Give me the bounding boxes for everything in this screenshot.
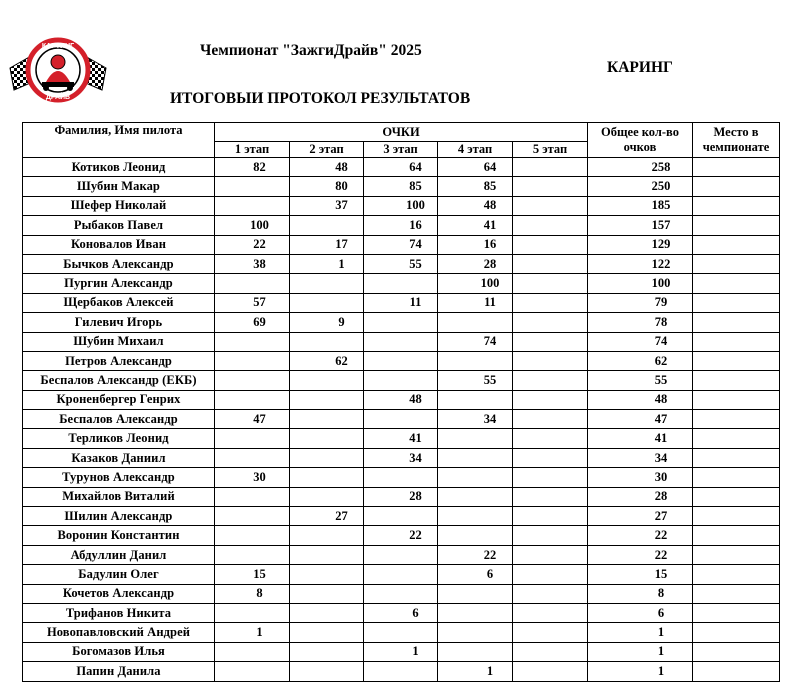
stage-1-points-cell: 15 [215, 565, 290, 584]
total-points-cell: 1 [588, 662, 693, 681]
header-stage-3: 3 этап [364, 142, 438, 158]
pilot-name-cell: Бадулин Олег [23, 565, 215, 584]
total-points-cell: 34 [588, 448, 693, 467]
place-cell [693, 293, 780, 312]
stage-3-points-cell [364, 351, 438, 370]
stage-4-points-cell [438, 642, 513, 661]
table-row [23, 254, 780, 273]
stage-3-points-cell: 85 [364, 177, 438, 196]
place-cell [693, 254, 780, 273]
table-row [23, 351, 780, 370]
table-row [23, 216, 780, 235]
category-label: КАРИНГ [607, 59, 673, 76]
stage-3-points-cell: 6 [364, 603, 438, 622]
stage-5-points-cell [513, 216, 588, 235]
place-cell [693, 662, 780, 681]
header-stage-5: 5 этап [513, 142, 588, 158]
stage-5-points-cell [513, 177, 588, 196]
stage-4-points-cell: 22 [438, 545, 513, 564]
table-row [23, 332, 780, 351]
stage-3-points-cell [364, 313, 438, 332]
stage-4-points-cell [438, 351, 513, 370]
total-points-cell: 22 [588, 526, 693, 545]
stage-5-points-cell [513, 235, 588, 254]
stage-3-points-cell: 16 [364, 216, 438, 235]
place-cell [693, 177, 780, 196]
stage-3-points-cell [364, 565, 438, 584]
place-cell [693, 332, 780, 351]
total-points-cell: 1 [588, 642, 693, 661]
stage-5-points-cell [513, 196, 588, 215]
stage-3-points-cell: 41 [364, 429, 438, 448]
total-points-cell: 62 [588, 351, 693, 370]
table-row [23, 545, 780, 564]
stage-4-points-cell [438, 584, 513, 603]
stage-1-points-cell [215, 332, 290, 351]
table-row [23, 468, 780, 487]
stage-3-points-cell: 55 [364, 254, 438, 273]
place-cell [693, 158, 780, 177]
stage-3-points-cell [364, 332, 438, 351]
stage-4-points-cell: 11 [438, 293, 513, 312]
stage-1-points-cell [215, 390, 290, 409]
table-row [23, 293, 780, 312]
stage-3-points-cell: 28 [364, 487, 438, 506]
place-cell [693, 351, 780, 370]
stage-4-points-cell [438, 429, 513, 448]
stage-4-points-cell: 100 [438, 274, 513, 293]
table-row [23, 487, 780, 506]
stage-4-points-cell: 41 [438, 216, 513, 235]
stage-1-points-cell [215, 196, 290, 215]
place-cell [693, 565, 780, 584]
stage-5-points-cell [513, 603, 588, 622]
stage-2-points-cell [290, 448, 364, 467]
total-points-cell: 30 [588, 468, 693, 487]
logo-text-bottom: ДРАЙВ [45, 94, 71, 101]
stage-4-points-cell [438, 526, 513, 545]
stage-4-points-cell: 16 [438, 235, 513, 254]
stage-2-points-cell [290, 371, 364, 390]
stage-5-points-cell [513, 274, 588, 293]
stage-2-points-cell [290, 642, 364, 661]
stage-1-points-cell [215, 448, 290, 467]
stage-5-points-cell [513, 507, 588, 526]
stage-3-points-cell [364, 468, 438, 487]
stage-5-points-cell [513, 371, 588, 390]
stage-5-points-cell [513, 584, 588, 603]
header-stage-4: 4 этап [438, 142, 513, 158]
total-points-cell: 258 [588, 158, 693, 177]
place-cell [693, 526, 780, 545]
stage-1-points-cell [215, 177, 290, 196]
table-row [23, 642, 780, 661]
total-points-cell: 78 [588, 313, 693, 332]
total-points-cell: 250 [588, 177, 693, 196]
results-table [22, 122, 780, 682]
header-place-line1: Место в [713, 125, 759, 139]
stage-2-points-cell [290, 487, 364, 506]
pilot-name-cell: Беспалов Александр (ЕКБ) [23, 371, 215, 390]
stage-5-points-cell [513, 254, 588, 273]
table-row [23, 603, 780, 622]
table-row [23, 235, 780, 254]
stage-1-points-cell [215, 274, 290, 293]
place-cell [693, 584, 780, 603]
place-cell [693, 371, 780, 390]
total-points-cell: 122 [588, 254, 693, 273]
stage-4-points-cell: 74 [438, 332, 513, 351]
pilot-name-cell: Новопавловский Андрей [23, 623, 215, 642]
stage-5-points-cell [513, 526, 588, 545]
header-place-line2: чемпионате [702, 140, 770, 154]
place-cell [693, 390, 780, 409]
table-row [23, 507, 780, 526]
place-cell [693, 603, 780, 622]
header-stage-1: 1 этап [215, 142, 290, 158]
stage-1-points-cell: 100 [215, 216, 290, 235]
table-row [23, 390, 780, 409]
pilot-name-cell: Шефер Николай [23, 196, 215, 215]
stage-5-points-cell [513, 487, 588, 506]
stage-1-points-cell: 57 [215, 293, 290, 312]
stage-5-points-cell [513, 623, 588, 642]
place-cell [693, 274, 780, 293]
stage-2-points-cell [290, 623, 364, 642]
pilot-name-cell: Папин Данила [23, 662, 215, 681]
place-cell [693, 468, 780, 487]
logo-text-top: КАРТИНГ [41, 43, 75, 50]
stage-2-points-cell [290, 662, 364, 681]
total-points-cell: 28 [588, 487, 693, 506]
total-points-cell: 1 [588, 623, 693, 642]
stage-3-points-cell [364, 410, 438, 429]
place-cell [693, 410, 780, 429]
stage-2-points-cell [290, 603, 364, 622]
pilot-name-cell: Шилин Александр [23, 507, 215, 526]
table-row [23, 429, 780, 448]
total-points-cell: 48 [588, 390, 693, 409]
stage-4-points-cell [438, 313, 513, 332]
header-total-line1: Общее кол-во [601, 125, 679, 139]
stage-1-points-cell: 8 [215, 584, 290, 603]
stage-2-points-cell [290, 429, 364, 448]
table-row [23, 448, 780, 467]
table-row [23, 584, 780, 603]
stage-5-points-cell [513, 390, 588, 409]
table-row [23, 274, 780, 293]
table-row [23, 410, 780, 429]
place-cell [693, 235, 780, 254]
pilot-name-cell: Шубин Михаил [23, 332, 215, 351]
stage-5-points-cell [513, 351, 588, 370]
pilot-name-cell: Беспалов Александр [23, 410, 215, 429]
header-place [693, 123, 780, 158]
championship-title: Чемпионат "ЗажгиДрайв" 2025 [200, 42, 422, 59]
table-row [23, 371, 780, 390]
stage-3-points-cell [364, 662, 438, 681]
total-points-cell: 47 [588, 410, 693, 429]
place-cell [693, 448, 780, 467]
stage-4-points-cell [438, 487, 513, 506]
stage-5-points-cell [513, 468, 588, 487]
stage-1-points-cell: 22 [215, 235, 290, 254]
header-pilot-name: Фамилия, Имя пилота [23, 123, 215, 158]
stage-2-points-cell: 62 [290, 351, 364, 370]
stage-2-points-cell [290, 293, 364, 312]
pilot-name-cell: Кочетов Александр [23, 584, 215, 603]
stage-1-points-cell [215, 429, 290, 448]
stage-1-points-cell: 47 [215, 410, 290, 429]
total-points-cell: 6 [588, 603, 693, 622]
pilot-name-cell: Трифанов Никита [23, 603, 215, 622]
stage-3-points-cell: 22 [364, 526, 438, 545]
stage-3-points-cell: 1 [364, 642, 438, 661]
stage-1-points-cell [215, 351, 290, 370]
stage-5-points-cell [513, 410, 588, 429]
stage-4-points-cell [438, 468, 513, 487]
header-total-line2: очков [623, 140, 657, 154]
stage-2-points-cell [290, 468, 364, 487]
stage-2-points-cell [290, 565, 364, 584]
place-cell [693, 429, 780, 448]
header-stage-2: 2 этап [290, 142, 364, 158]
stage-2-points-cell: 37 [290, 196, 364, 215]
table-row [23, 526, 780, 545]
pilot-name-cell: Кроненбергер Генрих [23, 390, 215, 409]
stage-1-points-cell [215, 662, 290, 681]
table-row [23, 662, 780, 681]
stage-3-points-cell [364, 623, 438, 642]
stage-3-points-cell: 34 [364, 448, 438, 467]
total-points-cell: 185 [588, 196, 693, 215]
pilot-name-cell: Шубин Макар [23, 177, 215, 196]
stage-3-points-cell [364, 371, 438, 390]
pilot-name-cell: Щербаков Алексей [23, 293, 215, 312]
total-points-cell: 8 [588, 584, 693, 603]
pilot-name-cell: Михайлов Виталий [23, 487, 215, 506]
stage-3-points-cell [364, 584, 438, 603]
pilot-name-cell: Терликов Леонид [23, 429, 215, 448]
stage-1-points-cell: 38 [215, 254, 290, 273]
table-row [23, 623, 780, 642]
stage-3-points-cell [364, 507, 438, 526]
stage-4-points-cell: 1 [438, 662, 513, 681]
stage-5-points-cell [513, 662, 588, 681]
place-cell [693, 216, 780, 235]
pilot-name-cell: Рыбаков Павел [23, 216, 215, 235]
table-row [23, 196, 780, 215]
header-total [588, 123, 693, 158]
stage-2-points-cell: 1 [290, 254, 364, 273]
stage-1-points-cell: 69 [215, 313, 290, 332]
pilot-name-cell: Казаков Даниил [23, 448, 215, 467]
total-points-cell: 15 [588, 565, 693, 584]
stage-2-points-cell [290, 274, 364, 293]
stage-1-points-cell [215, 487, 290, 506]
stage-2-points-cell [290, 332, 364, 351]
stage-1-points-cell [215, 603, 290, 622]
results-body [23, 158, 780, 682]
pilot-name-cell: Котиков Леонид [23, 158, 215, 177]
stage-2-points-cell [290, 545, 364, 564]
stage-1-points-cell [215, 545, 290, 564]
stage-3-points-cell: 11 [364, 293, 438, 312]
stage-3-points-cell: 74 [364, 235, 438, 254]
pilot-name-cell: Абдуллин Данил [23, 545, 215, 564]
stage-5-points-cell [513, 313, 588, 332]
stage-1-points-cell [215, 507, 290, 526]
stage-3-points-cell [364, 274, 438, 293]
stage-3-points-cell [364, 545, 438, 564]
stage-5-points-cell [513, 158, 588, 177]
stage-2-points-cell: 9 [290, 313, 364, 332]
table-row [23, 177, 780, 196]
stage-4-points-cell: 34 [438, 410, 513, 429]
stage-5-points-cell [513, 565, 588, 584]
pilot-name-cell: Богомазов Илья [23, 642, 215, 661]
stage-2-points-cell: 27 [290, 507, 364, 526]
place-cell [693, 487, 780, 506]
pilot-name-cell: Бычков Александр [23, 254, 215, 273]
table-row [23, 313, 780, 332]
stage-4-points-cell [438, 448, 513, 467]
stage-2-points-cell [290, 216, 364, 235]
pilot-name-cell: Пургин Александр [23, 274, 215, 293]
total-points-cell: 41 [588, 429, 693, 448]
pilot-name-cell: Коновалов Иван [23, 235, 215, 254]
stage-5-points-cell [513, 545, 588, 564]
stage-1-points-cell [215, 642, 290, 661]
pilot-name-cell: Воронин Константин [23, 526, 215, 545]
stage-5-points-cell [513, 293, 588, 312]
stage-1-points-cell [215, 371, 290, 390]
stage-4-points-cell: 28 [438, 254, 513, 273]
header-points: ОЧКИ [215, 123, 588, 142]
stage-4-points-cell: 85 [438, 177, 513, 196]
table-row [23, 565, 780, 584]
stage-3-points-cell: 100 [364, 196, 438, 215]
stage-5-points-cell [513, 429, 588, 448]
stage-2-points-cell [290, 584, 364, 603]
total-points-cell: 100 [588, 274, 693, 293]
place-cell [693, 313, 780, 332]
total-points-cell: 129 [588, 235, 693, 254]
stage-4-points-cell: 64 [438, 158, 513, 177]
place-cell [693, 623, 780, 642]
pilot-name-cell: Турунов Александр [23, 468, 215, 487]
stage-4-points-cell: 6 [438, 565, 513, 584]
stage-5-points-cell [513, 448, 588, 467]
stage-1-points-cell: 82 [215, 158, 290, 177]
stage-5-points-cell [513, 332, 588, 351]
stage-4-points-cell [438, 507, 513, 526]
stage-4-points-cell [438, 603, 513, 622]
place-cell [693, 545, 780, 564]
stage-5-points-cell [513, 642, 588, 661]
total-points-cell: 79 [588, 293, 693, 312]
stage-2-points-cell: 48 [290, 158, 364, 177]
stage-2-points-cell: 17 [290, 235, 364, 254]
stage-1-points-cell: 30 [215, 468, 290, 487]
total-points-cell: 157 [588, 216, 693, 235]
protocol-subtitle: ИТОГОВЫИ ПРОТОКОЛ РЕЗУЛЬТАТОВ [170, 90, 471, 107]
stage-4-points-cell [438, 390, 513, 409]
place-cell [693, 507, 780, 526]
stage-3-points-cell: 64 [364, 158, 438, 177]
stage-4-points-cell: 48 [438, 196, 513, 215]
place-cell [693, 642, 780, 661]
stage-2-points-cell: 80 [290, 177, 364, 196]
place-cell [693, 196, 780, 215]
total-points-cell: 55 [588, 371, 693, 390]
stage-2-points-cell [290, 390, 364, 409]
stage-3-points-cell: 48 [364, 390, 438, 409]
stage-1-points-cell [215, 526, 290, 545]
karting-drive-logo [8, 32, 108, 108]
stage-4-points-cell: 55 [438, 371, 513, 390]
total-points-cell: 74 [588, 332, 693, 351]
stage-1-points-cell: 1 [215, 623, 290, 642]
table-row [23, 158, 780, 177]
stage-2-points-cell [290, 526, 364, 545]
pilot-name-cell: Гилевич Игорь [23, 313, 215, 332]
pilot-name-cell: Петров Александр [23, 351, 215, 370]
stage-2-points-cell [290, 410, 364, 429]
total-points-cell: 22 [588, 545, 693, 564]
total-points-cell: 27 [588, 507, 693, 526]
stage-4-points-cell [438, 623, 513, 642]
